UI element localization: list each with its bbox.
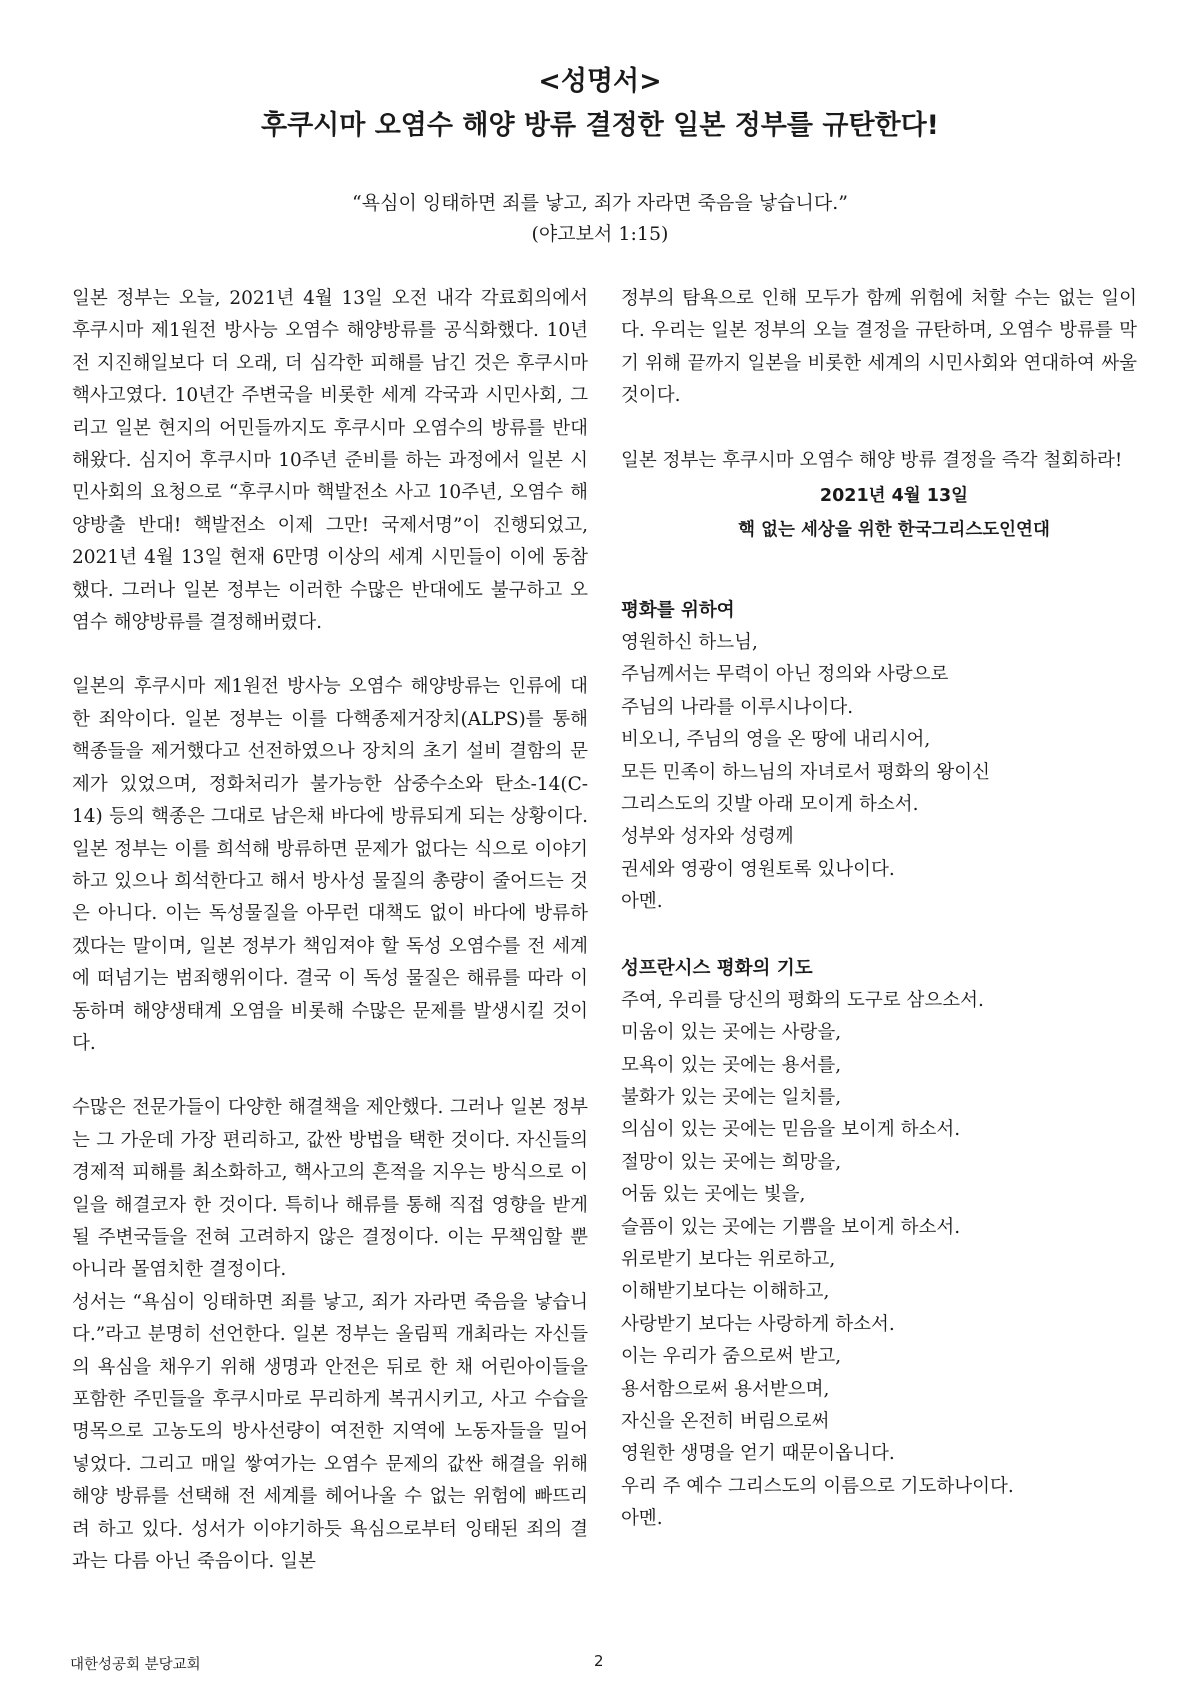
document-title (0, 62, 1200, 146)
prayer-heading: 성프란시스 평화의 기도 (621, 957, 813, 979)
prayer-for-peace (621, 595, 1137, 919)
statement-date: 2021년 4월 13일 (819, 486, 969, 507)
epigraph (0, 188, 1200, 250)
prayer-heading: 평화를 위하여 (621, 600, 735, 622)
title-headline: 후쿠시마 오염수 해양 방류 결정한 일본 정부를 규탄한다! (261, 110, 939, 141)
epigraph-quote: “욕심이 잉태하면 죄를 낳고, 죄가 자라면 죽음을 낳습니다.” (352, 192, 848, 214)
left-column (72, 283, 588, 1578)
epigraph-source: (야고보서 1:15) (531, 223, 669, 245)
right-column (621, 283, 1137, 1536)
statement-paragraph-2: 일본의 후쿠시마 제1원전 방사능 오염수 해양방류는 인류에 대한 죄악이다. 일본 정부는 이를 다핵종제거장치(ALPS)를 통해 핵종들을 제거했다고 선전하였으나 장치의 초기 설비 결함의 문제가 있었으며, 정화처리가 불가능한 삼중수소와 탄소-14(C-14) 등의 핵종은 그대로 남은채 바다에 방류되게 되는 상황이다. 일본 정부는 이를 희석해 방류하면 문제가 없다는 식으로 이야기하고 있으나 희석한다고 해서 방사성 물질의 총량이 줄어드는 것은 아니다. 이는 독성물질을 아무런 대책도 없이 바다에 방류하겠다는 말이며, 일본 정부가 책임져야 할 독성 오염수를 전 세계에 떠넘기는 범죄행위이다. 결국 이 독성 물질은 해류를 따라 이동하며 해양생태계 오염을 비롯해 수많은 문제를 발생시킬 것이다. (72, 676, 588, 1054)
statement-paragraph-1: 일본 정부는 오늘, 2021년 4월 13일 오전 내각 각료회의에서 후쿠시마 제1원전 방사능 오염수 해양방류를 공식화했다. 10년 전 지진해일보다 더 오래, 더 심각한 피해를 남긴 것은 후쿠시마 핵사고였다. 10년간 주변국을 비롯한 세계 각국과 시민사회, 그리고 일본 현지의 어민들까지도 후쿠시마 오염수의 방류를 반대해왔다. 심지어 후쿠시마 10주년 준비를 하는 과정에서 일본 시민사회의 요청으로 “후쿠시마 핵발전소 사고 10주년, 오염수 해양방출 반대! 핵발전소 이제 그만! 국제서명”이 진행되었고, 2021년 4월 13일 현재 6만명 이상의 세계 시민들이 이에 동참했다. 그러나 일본 정부는 이러한 수많은 반대에도 불구하고 오염수 해양방류를 결정해버렸다. (72, 288, 588, 634)
st-francis-prayer (621, 953, 1137, 1536)
statement-organization: 핵 없는 세상을 위한 한국그리스도인연대 (738, 520, 1050, 541)
demand-paragraph: 일본 정부는 후쿠시마 오염수 해양 방류 결정을 즉각 철회하라! (621, 449, 1123, 471)
title-label: <성명서> (538, 66, 662, 97)
statement-paragraph-3: 수많은 전문가들이 다양한 해결책을 제안했다. 그러나 일본 정부는 그 가운데 가장 편리하고, 값싼 방법을 택한 것이다. 자신들의 경제적 피해를 최소화하고, 핵사고의 흔적을 지우는 방식으로 이 일을 해결코자 한 것이다. 특히나 해류를 통해 직접 영향을 받게 될 주변국들을 전혀 고려하지 않은 결정이다. 이는 무책임할 뿐 아니라 몰염치한 결정이다. (72, 1097, 588, 1281)
footer-organization: 대한성공회 분당교회 (70, 1657, 201, 1673)
statement-paragraph-5: 정부의 탐욕으로 인해 모두가 함께 위험에 처할 수는 없는 일이다. 우리는 일본 정부의 오늘 결정을 규탄하며, 오염수 방류를 막기 위해 끝까지 일본을 비롯한 세계의 시민사회와 연대하여 싸울 것이다. (621, 288, 1137, 407)
signature-block (621, 479, 1137, 547)
page-number: 2 (594, 1652, 604, 1670)
statement-paragraph-4: 성서는 “욕심이 잉태하면 죄를 낳고, 죄가 자라면 죽음을 낳습니다.”라고 분명히 선언한다. 일본 정부는 올림픽 개최라는 자신들의 욕심을 채우기 위해 생명과 안전은 뒤로 한 채 어린아이들을 포함한 주민들을 후쿠시마로 무리하게 복귀시키고, 사고 수습을 명목으로 고농도의 방사선량이 여전한 지역에 노동자들을 밀어 넣었다. 그리고 매일 쌓여가는 오염수 문제의 값싼 해결을 위해 해양 방류를 선택해 전 세계를 헤어나올 수 없는 위험에 빠뜨리려 하고 있다. 성서가 이야기하듯 욕심으로부터 잉태된 죄의 결과는 다름 아닌 죽음이다. 일본 (72, 1291, 588, 1573)
prayer-text: 주여, 우리를 당신의 평화의 도구로 삼으소서. 미움이 있는 곳에는 사랑을, 모욕이 있는 곳에는 용서를, 불화가 있는 곳에는 일치를, 의심이 있는 곳에는 믿음을 보이게 하소서. 절망이 있는 곳에는 희망을, 어둠 있는 곳에는 빛을, 슬픔이 있는 곳에는 기쁨을 보이게 하소서. 위로받기 보다는 위로하고, 이해받기보다는 이해하고, 사랑받기 보다는 사랑하게 하소서. 이는 우리가 줌으로써 받고, 용서함으로써 용서받으며, 자신을 온전히 버림으로써 영원한 생명을 얻기 때문이옵니다. 우리 주 예수 그리스도의 이름으로 기도하나이다. 아멘. (621, 989, 1014, 1530)
prayer-text: 영원하신 하느님, 주님께서는 무력이 아닌 정의와 사랑으로 주님의 나라를 이루시나이다. 비오니, 주님의 영을 온 땅에 내리시어, 모든 민족이 하느님의 자녀로서 평화의 왕이신 그리스도의 깃발 아래 모이게 하소서. 성부와 성자와 성령께 권세와 영광이 영원토록 있나이다. 아멘. (621, 632, 990, 913)
